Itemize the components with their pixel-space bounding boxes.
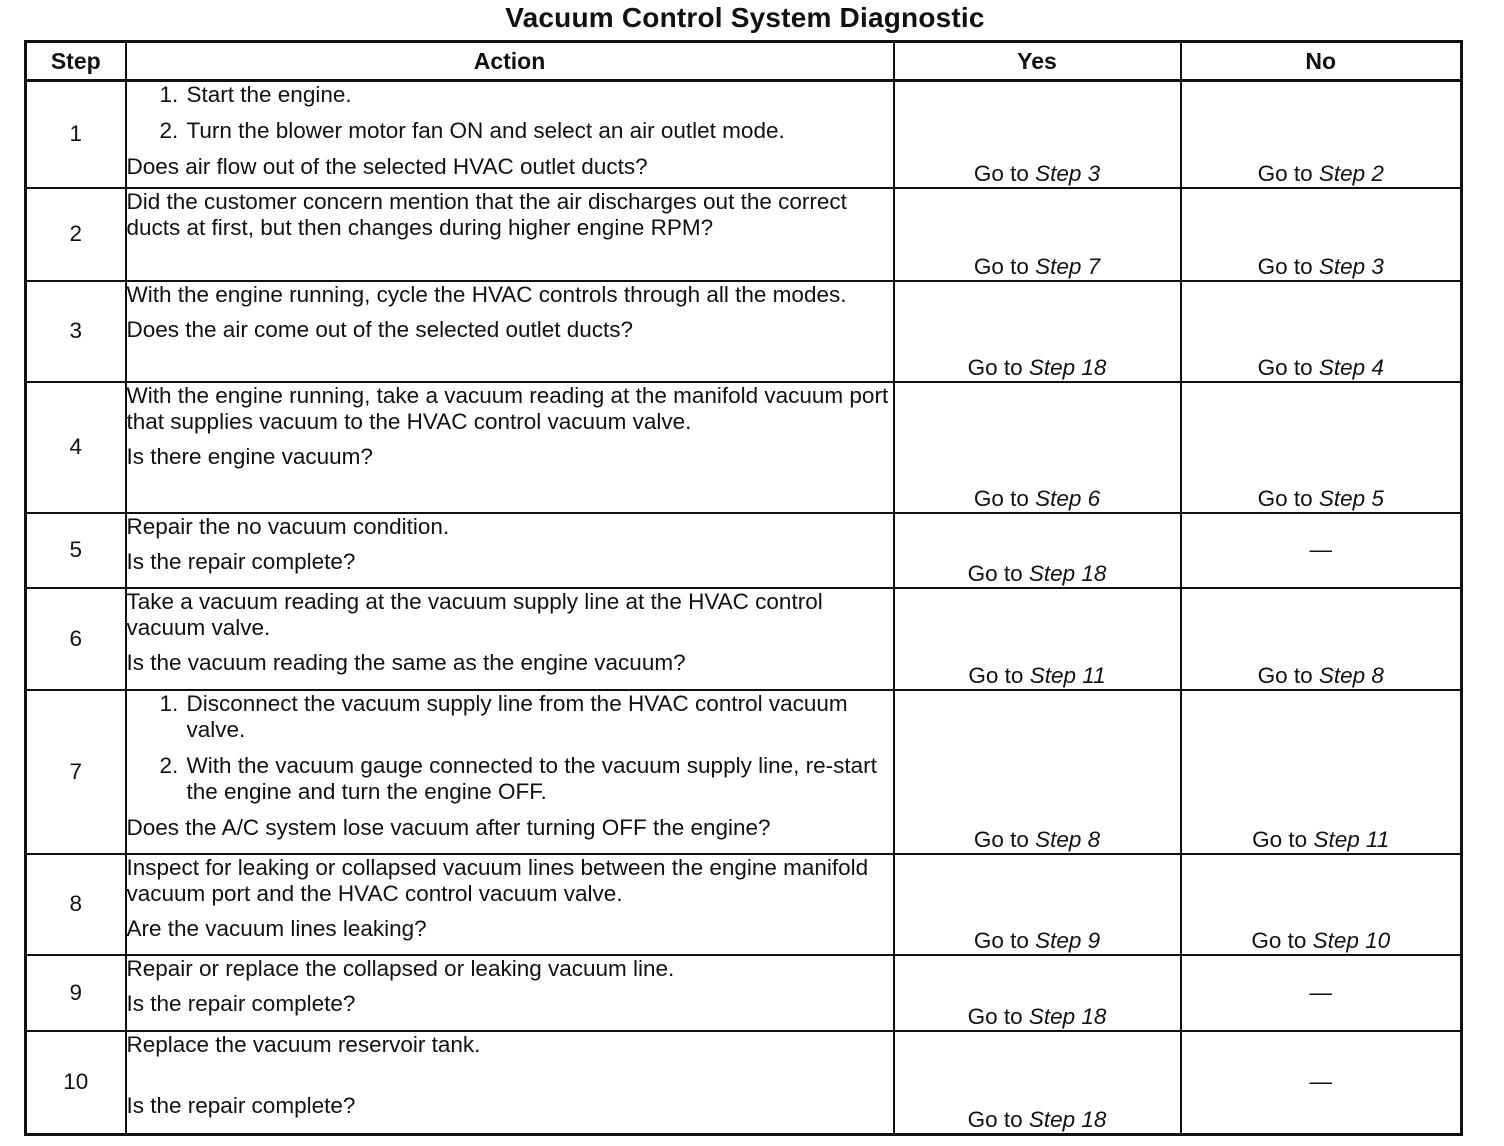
step-number: 1: [26, 81, 126, 188]
table-row: [26, 854, 1462, 955]
not-applicable-dash: —: [1309, 979, 1332, 1005]
no-outcome: [1181, 382, 1462, 513]
step-number: 9: [26, 955, 126, 1031]
step-reference-link[interactable]: Step 3: [1035, 160, 1101, 186]
action-text: With the engine running, take a vacuum reading at the manifold vacuum port that supplies vacuum to the HVAC control vacuum valve.: [126, 382, 889, 434]
action-cell: [126, 382, 894, 513]
action-cell: [126, 281, 894, 382]
action-text: Did the customer concern mention that the air discharges out the correct ducts at first, but then changes during higher engine RPM?: [126, 188, 847, 240]
step-number: 3: [26, 281, 126, 382]
go-to-label: Go to: [1257, 354, 1319, 380]
go-to-label: Go to: [973, 253, 1036, 279]
action-step-item: 1. Start the engine.: [185, 82, 893, 108]
action-text: Repair the no vacuum condition.: [126, 513, 450, 539]
table-header-row: [26, 42, 1462, 81]
table-row: [26, 382, 1462, 513]
step-reference-link[interactable]: Step 18: [1028, 354, 1107, 380]
go-to-label: Go to: [967, 1003, 1029, 1029]
go-to-label: Go to: [1257, 662, 1319, 688]
action-text: Does the A/C system lose vacuum after turning OFF the engine?: [126, 814, 771, 840]
step-number: 7: [26, 690, 126, 854]
go-to-label: Go to: [967, 1107, 1029, 1132]
action-cell: [126, 513, 894, 588]
yes-outcome: [894, 188, 1181, 281]
action-text: Repair or replace the collapsed or leaking vacuum line.: [126, 955, 675, 981]
step-reference-link[interactable]: Step 11: [1313, 826, 1390, 852]
header-yes: Yes: [894, 42, 1181, 81]
go-to-label: Go to: [973, 826, 1036, 852]
table-row: [26, 81, 1462, 188]
action-question: Is the vacuum reading the same as the engine vacuum?: [126, 649, 686, 675]
no-outcome: [1181, 854, 1462, 955]
table-row: [26, 188, 1462, 281]
not-applicable-dash: —: [1309, 1069, 1332, 1095]
step-number: 5: [26, 513, 126, 588]
action-question: Is the repair complete?: [126, 548, 356, 574]
no-outcome: [1181, 690, 1462, 854]
yes-outcome: [894, 81, 1181, 188]
go-to-label: Go to: [1257, 253, 1319, 279]
not-applicable-dash: —: [1309, 537, 1332, 562]
table-row: [26, 281, 1462, 382]
step-number: 10: [26, 1031, 126, 1135]
step-reference-link[interactable]: Step 18: [1028, 560, 1107, 586]
action-cell: [126, 188, 894, 281]
go-to-label: Go to: [1257, 160, 1319, 186]
action-cell: [126, 1031, 894, 1135]
go-to-label: Go to: [973, 160, 1036, 186]
table-row: [26, 513, 1462, 588]
action-cell: [126, 81, 894, 188]
action-question: Is the repair complete?: [126, 1092, 356, 1118]
go-to-label: Go to: [1252, 826, 1314, 852]
no-outcome: [1181, 1031, 1462, 1135]
action-cell: [126, 588, 894, 690]
step-reference-link[interactable]: Step 18: [1028, 1003, 1107, 1029]
action-question: Are the vacuum lines leaking?: [126, 915, 427, 941]
action-cell: [126, 955, 894, 1031]
yes-outcome: [894, 513, 1181, 588]
table-row: [26, 955, 1462, 1031]
header-step: Step: [26, 42, 126, 81]
header-no: No: [1181, 42, 1462, 81]
yes-outcome: [894, 854, 1181, 955]
go-to-label: Go to: [967, 354, 1029, 380]
yes-outcome: [894, 281, 1181, 382]
action-cell: [126, 690, 894, 854]
step-reference-link[interactable]: Step 8: [1035, 826, 1101, 852]
go-to-label: Go to: [1251, 927, 1313, 953]
yes-outcome: [894, 1031, 1181, 1135]
step-number: 4: [26, 382, 126, 513]
table-row: [26, 1031, 1462, 1135]
action-text: Replace the vacuum reservoir tank.: [126, 1031, 481, 1057]
action-step-item: 2. Turn the blower motor fan ON and select an air outlet mode.: [185, 118, 893, 144]
yes-outcome: [894, 690, 1181, 854]
page-title: Vacuum Control System Diagnostic: [505, 2, 985, 33]
step-reference-link[interactable]: Step 7: [1035, 253, 1101, 279]
action-steps-list: [127, 82, 893, 144]
no-outcome: [1181, 81, 1462, 188]
no-outcome: [1181, 588, 1462, 690]
action-steps-list: [127, 691, 893, 805]
action-text: With the engine running, cycle the HVAC controls through all the modes.: [126, 281, 847, 307]
step-reference-link[interactable]: Step 8: [1318, 662, 1384, 688]
action-cell: [126, 854, 894, 955]
step-reference-link[interactable]: Step 3: [1318, 253, 1384, 279]
step-reference-link[interactable]: Step 2: [1318, 160, 1384, 186]
action-question: Does the air come out of the selected outlet ducts?: [126, 316, 634, 342]
yes-outcome: [894, 588, 1181, 690]
go-to-label: Go to: [968, 662, 1030, 688]
no-outcome: [1181, 281, 1462, 382]
step-reference-link[interactable]: Step 18: [1028, 1107, 1107, 1132]
header-action: Action: [126, 42, 894, 81]
no-outcome: [1181, 513, 1462, 588]
action-text: Inspect for leaking or collapsed vacuum lines between the engine manifold vacuum port and the HVAC control vacuum valve.: [126, 854, 869, 906]
step-reference-link[interactable]: Step 9: [1035, 927, 1101, 953]
diagnostic-table: [24, 40, 1463, 1136]
go-to-label: Go to: [1257, 485, 1319, 511]
step-reference-link[interactable]: Step 5: [1318, 485, 1384, 511]
yes-outcome: [894, 382, 1181, 513]
go-to-label: Go to: [973, 927, 1036, 953]
action-question: Is the repair complete?: [126, 990, 356, 1016]
step-reference-link[interactable]: Step 10: [1312, 927, 1391, 953]
no-outcome: [1181, 955, 1462, 1031]
action-text: Does air flow out of the selected HVAC outlet ducts?: [126, 154, 648, 179]
step-reference-link[interactable]: Step 6: [1035, 485, 1101, 511]
go-to-label: Go to: [973, 485, 1036, 511]
no-outcome: [1181, 188, 1462, 281]
step-reference-link[interactable]: Step 4: [1318, 354, 1384, 380]
table-row: [26, 690, 1462, 854]
action-question: Is there engine vacuum?: [126, 443, 373, 469]
step-number: 2: [26, 188, 126, 281]
table-body: [26, 81, 1462, 1135]
action-step-item: 1. Disconnect the vacuum supply line from the HVAC control vacuum valve.: [185, 691, 893, 743]
yes-outcome: [894, 955, 1181, 1031]
go-to-label: Go to: [967, 560, 1029, 586]
step-number: 6: [26, 588, 126, 690]
action-step-item: 2. With the vacuum gauge connected to the vacuum supply line, re-start the engine and turn the engine OFF.: [185, 753, 893, 805]
step-number: 8: [26, 854, 126, 955]
action-text: Take a vacuum reading at the vacuum supply line at the HVAC control vacuum valve.: [126, 588, 823, 640]
step-reference-link[interactable]: Step 11: [1029, 662, 1106, 688]
table-row: [26, 588, 1462, 690]
